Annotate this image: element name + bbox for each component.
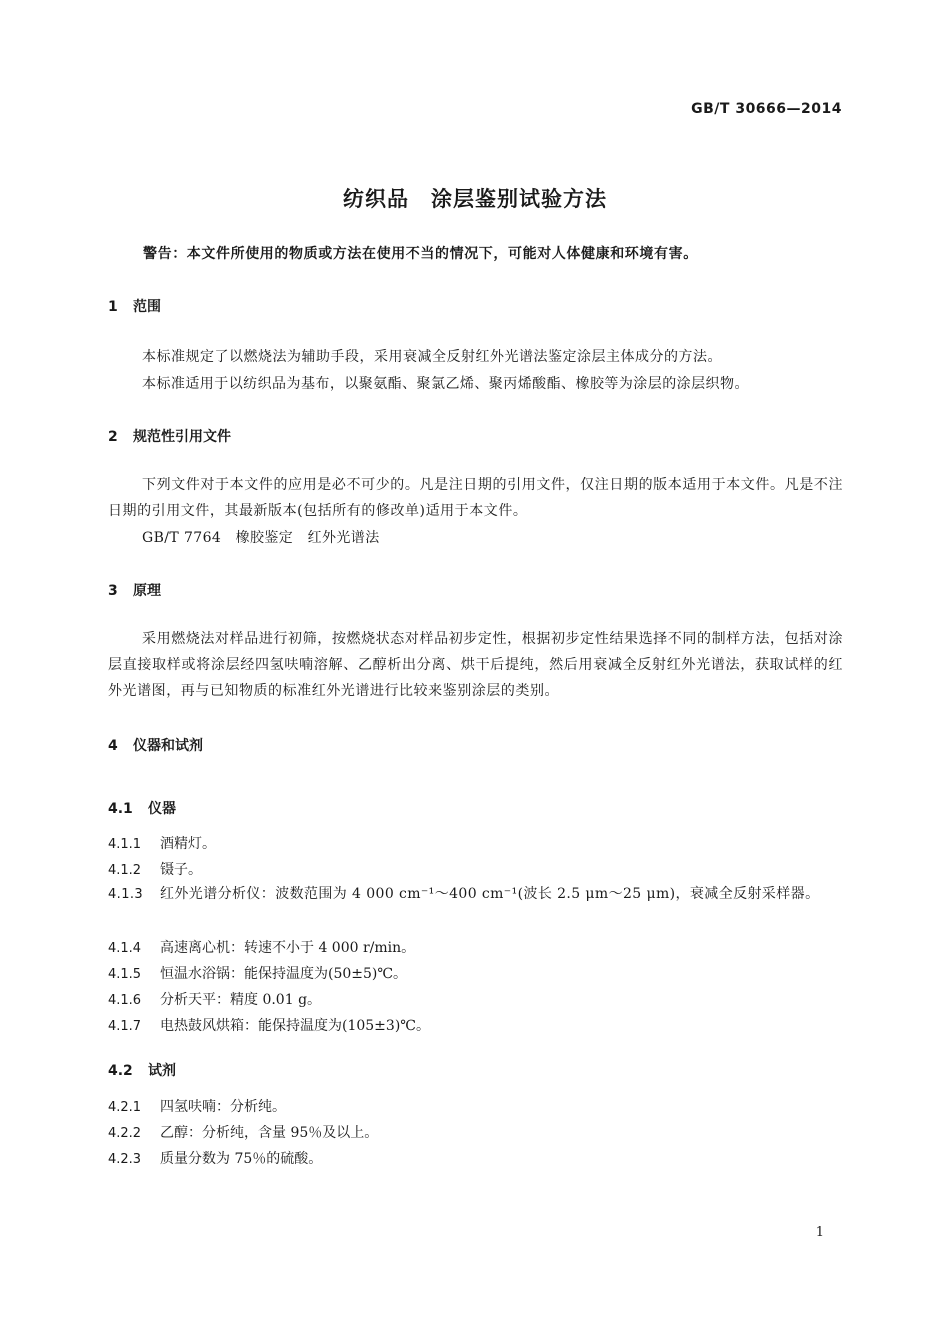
item-text: 恒温水浴锅：能保持温度为(50±5)℃。	[160, 966, 408, 982]
subsection-4-1-heading	[108, 798, 176, 818]
item-number: 4.2.1	[108, 1100, 142, 1115]
item-text: 酒精灯。	[160, 836, 216, 852]
item-text: 电热鼓风烘箱：能保持温度为(105±3)℃。	[160, 1018, 430, 1034]
section-number: 4	[108, 738, 118, 754]
item-number: 4.1.1	[108, 837, 142, 852]
item-text: 分析天平：精度 0.01 g。	[160, 992, 322, 1008]
paragraph: 采用燃烧法对样品进行初筛，按燃烧状态对样品初步定性，根据初步定性结果选择不同的制样方法，包括对涂层直接取样或将涂层经四氢呋喃溶解、乙醇析出分离、烘干后提纯，然后用衰减全反射红外光谱法，获取试样的红外光谱图，再与已知物质的标准红外光谱进行比较来鉴别涂层的类别。	[108, 631, 843, 699]
paragraph: 本标准规定了以燃烧法为辅助手段，采用衰减全反射红外光谱法鉴定涂层主体成分的方法。	[142, 349, 722, 365]
section-1-heading	[108, 296, 161, 316]
item-number: 4.1.4	[108, 941, 142, 956]
item-number: 4.1.2	[108, 863, 142, 878]
list-item	[108, 963, 407, 983]
list-item	[108, 1122, 378, 1142]
item-number: 4.1.7	[108, 1019, 142, 1034]
list-item	[108, 833, 216, 853]
item-number: 4.1.3	[108, 887, 144, 902]
warning-notice: 警告：本文件所使用的物质或方法在使用不当的情况下，可能对人体健康和环境有害。	[143, 246, 698, 262]
list-item	[108, 1096, 286, 1116]
page-number: 1	[815, 1225, 824, 1240]
list-item	[108, 881, 843, 908]
list-item	[108, 989, 321, 1009]
document-title: 纺织品 涂层鉴别试验方法	[343, 187, 607, 211]
item-text: 红外光谱分析仪：波数范围为 4 000 cm⁻¹～400 cm⁻¹(波长 2.5 μm～25 μm)，衰减全反射采样器。	[160, 886, 820, 902]
item-text: 质量分数为 75％的硫酸。	[160, 1151, 323, 1167]
section-2-heading	[108, 426, 231, 446]
item-number: 4.2.3	[108, 1152, 142, 1167]
section-title: 原理	[133, 583, 161, 599]
section-title: 范围	[133, 299, 161, 315]
section-number: 2	[108, 429, 118, 445]
subsection-title: 仪器	[148, 801, 176, 817]
section-number: 1	[108, 299, 118, 315]
section-title: 仪器和试剂	[133, 738, 203, 754]
item-number: 4.1.6	[108, 993, 142, 1008]
item-text: 高速离心机：转速不小于 4 000 r/min。	[160, 940, 416, 956]
section-4-heading	[108, 735, 203, 755]
paragraph: 本标准适用于以纺织品为基布，以聚氨酯、聚氯乙烯、聚丙烯酸酯、橡胶等为涂层的涂层织物。	[142, 376, 749, 392]
normative-reference: GB/T 7764 橡胶鉴定 红外光谱法	[142, 530, 380, 546]
list-item	[108, 1015, 430, 1035]
subsection-number: 4.1	[108, 801, 133, 817]
section-number: 3	[108, 583, 118, 599]
item-text: 乙醇：分析纯，含量 95％及以上。	[160, 1125, 379, 1141]
list-item	[108, 859, 202, 879]
list-item	[108, 1148, 322, 1168]
subsection-title: 试剂	[148, 1063, 176, 1079]
item-number: 4.1.5	[108, 967, 142, 982]
standard-code: GB/T 30666—2014	[691, 101, 842, 117]
item-number: 4.2.2	[108, 1126, 142, 1141]
item-text: 四氢呋喃：分析纯。	[160, 1099, 286, 1115]
list-item	[108, 937, 415, 957]
subsection-number: 4.2	[108, 1063, 133, 1079]
section-title: 规范性引用文件	[133, 429, 231, 445]
item-text: 镊子。	[160, 862, 202, 878]
subsection-4-2-heading	[108, 1060, 176, 1080]
paragraph: 下列文件对于本文件的应用是必不可少的。凡是注日期的引用文件，仅注日期的版本适用于本文件。凡是不注日期的引用文件，其最新版本(包括所有的修改单)适用于本文件。	[108, 477, 843, 519]
section-3-heading	[108, 580, 161, 600]
